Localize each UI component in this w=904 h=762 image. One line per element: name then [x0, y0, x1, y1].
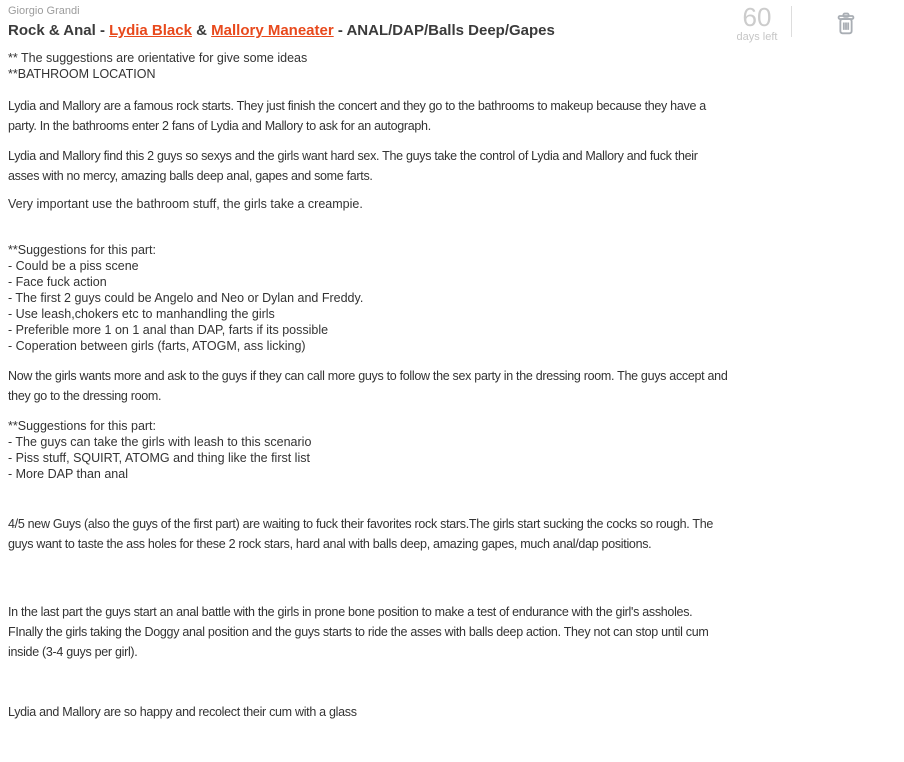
page-header [0, 0, 904, 43]
suggestion-item: - More DAP than anal [8, 467, 128, 481]
days-left-label: days left [736, 31, 778, 43]
paragraph-bathroom-setup: Lydia and Mallory are a famous rock starts. They just finish the concert and they go to the bathrooms to makeup because they have a party. In the bathrooms enter 2 fans of Lydia and Mallory to ask for an autograph. [8, 99, 710, 133]
suggestions-heading: **Suggestions for this part: [8, 243, 156, 257]
scene-description-body [0, 50, 904, 762]
title-suffix: - ANAL/DAP/Balls Deep/Gapes [333, 22, 555, 39]
suggestions-list-part2 [8, 418, 896, 482]
performer-link-mallory-maneater[interactable]: Mallory Maneater [211, 22, 334, 39]
paragraph-bathroom-action: Lydia and Mallory find this 2 guys so sexys and the girls want hard sex. The guys take the control of Lydia and Mallory and fuck their asses with no mercy, amazing balls deep anal, gapes and some farts. [8, 149, 701, 183]
paragraph-finale [8, 562, 730, 762]
note-creampie: Very important use the bathroom stuff, the girls take a creampie. [8, 197, 363, 211]
paragraph-new-guys: 4/5 new Guys (also the guys of the first part) are waiting to fuck their favorites rock stars.The girls start sucking the cocks so rough. The guys want to taste the ass holes for these 2 rock stars, hard anal with balls deep, amazing gapes, much anal/dap positions. [8, 517, 717, 551]
delete-button[interactable] [831, 9, 861, 39]
suggestion-item: - The first 2 guys could be Angelo and Neo or Dylan and Freddy. [8, 291, 364, 305]
intro-note-line: ** The suggestions are orientative for give some ideas [8, 51, 308, 65]
intro-notes [8, 50, 896, 82]
studio-name: Giorgio Grandi [8, 5, 80, 17]
suggestions-list-part1 [8, 242, 896, 354]
paragraph-finale-line: In the last part the guys start an anal battle with the girls in prone bone position to make a test of endurance with the girl's assholes. FInally the girls taking the Doggy anal position and the guys starts to ride the asses with balls deep action. They not can stop until cum inside (3-4 guys per girl). [8, 605, 712, 659]
title-prefix: Rock & Anal - [8, 22, 110, 39]
suggestion-item: - Could be a piss scene [8, 259, 139, 273]
suggestions-heading: **Suggestions for this part: [8, 419, 156, 433]
suggestion-item: - The guys can take the girls with leash to this scenario [8, 435, 312, 449]
performer-link-lydia-black[interactable]: Lydia Black [109, 22, 192, 39]
suggestion-item: - Face fuck action [8, 275, 107, 289]
days-left-counter [722, 4, 792, 44]
intro-note-line: **BATHROOM LOCATION [8, 67, 156, 81]
suggestion-item: - Coperation between girls (farts, ATOGM, ass licking) [8, 339, 306, 353]
paragraph-finale-line: Lydia and Mallory are so happy and recolect their cum with a glass [8, 705, 357, 719]
title-separator: & [191, 22, 212, 39]
trash-icon [833, 11, 859, 37]
suggestion-item: - Use leash,chokers etc to manhandling the girls [8, 307, 275, 321]
header-divider [791, 6, 792, 37]
suggestion-item: - Piss stuff, SQUIRT, ATOMG and thing like the first list [8, 451, 310, 465]
page-title [8, 21, 708, 40]
days-left-number: 60 [742, 2, 772, 32]
suggestion-item: - Preferible more 1 on 1 anal than DAP, farts if its possible [8, 323, 329, 337]
paragraph-dressing-room: Now the girls wants more and ask to the guys if they can call more guys to follow the sex party in the dressing room. The guys accept and they go to the dressing room. [8, 369, 731, 403]
